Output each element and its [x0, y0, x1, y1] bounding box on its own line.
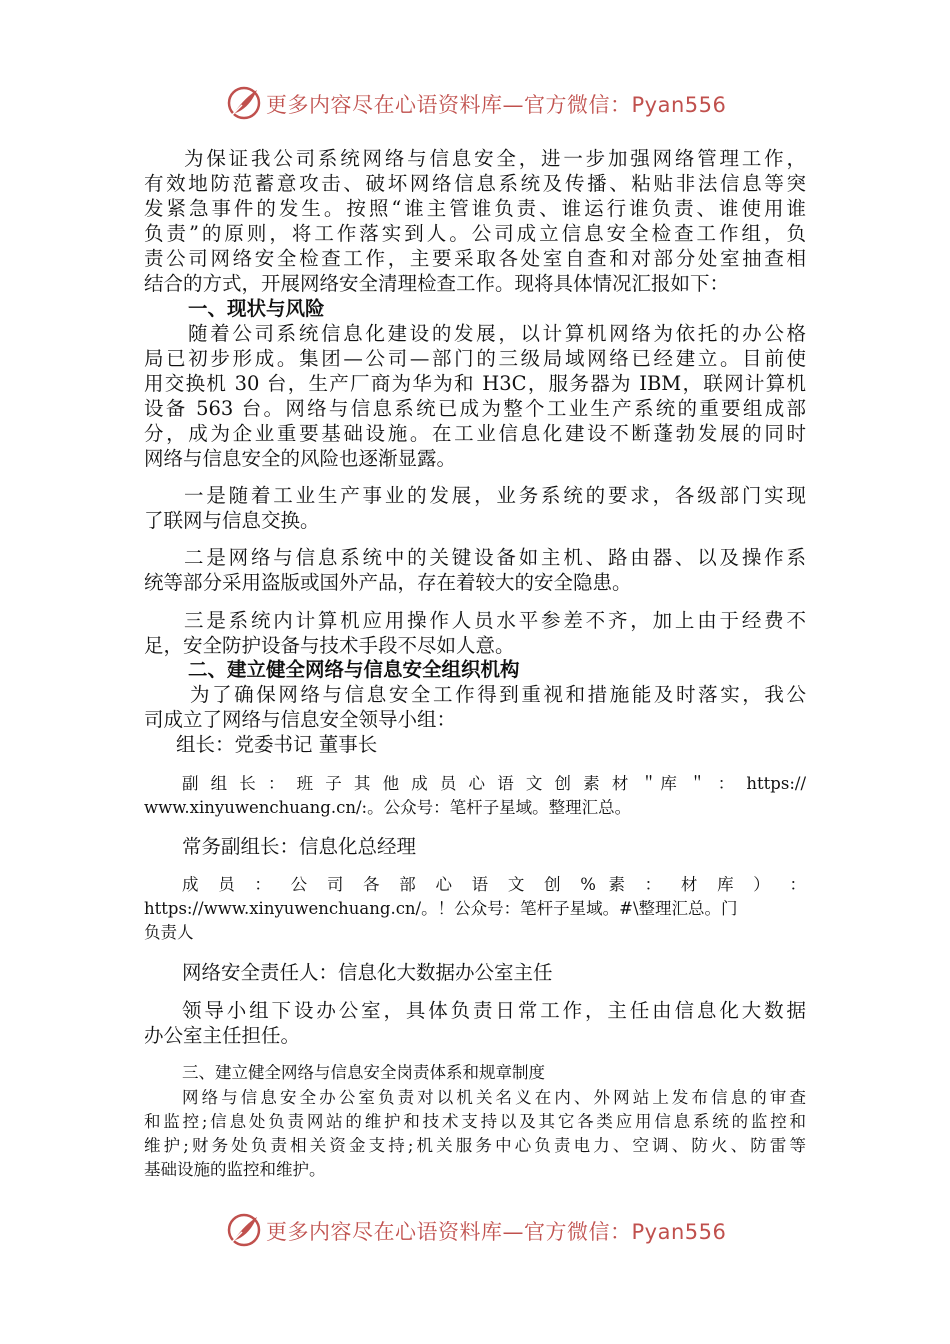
text-line: 二是网络与信息系统中的关键设备如主机、路由器、以及操作系: [184, 546, 806, 569]
text-line: 基础设施的监控和维护。: [144, 1160, 326, 1179]
text-line: 负责”的原则，将工作落实到人。公司成立信息安全检查工作组，负: [144, 222, 806, 245]
exec-deputy-line: 常务副组长：信息化总经理: [182, 835, 417, 858]
text-line: 为了确保网络与信息安全工作得到重视和措施能及时落实，我公: [190, 683, 806, 706]
section-heading: 一、现状与风险: [188, 297, 325, 320]
text-line: 副 组 长 ： 班 子 其 他 成 员 心 语 文 创 素 材 ＂库 ＂ ： https://: [182, 774, 806, 793]
text-line: 用交换机 30 台，生产厂商为华为和 H3C，服务器为 IBM，联网计算机: [144, 372, 806, 395]
text-line: 领导小组下设办公室，具体负责日常工作，主任由信息化大数据: [182, 999, 806, 1022]
status-paragraph: [144, 321, 806, 471]
text-line: 和监控;信息处负责网站的维护和技术支持以及其它各类应用信息系统的监控和: [144, 1112, 806, 1131]
text-line: 统等部分采用盗版或国外产品，存在着较大的安全隐患。: [144, 571, 632, 594]
text-line: www.xinyuwenchuang.cn/:。公众号：笔杆子星域。整理汇总。: [144, 798, 632, 817]
text-line: 网络与信息安全的风险也逐渐显露。: [144, 447, 457, 470]
banner-text: 更多内容尽在心语资料库—官方微信：Pyan556: [266, 1220, 727, 1244]
text-line: https://www.xinyuwenchuang.cn/。！公众号：笔杆子星域。#\整理汇总。门: [144, 899, 738, 918]
duties-paragraph: [144, 1086, 806, 1182]
section-heading: 二、建立健全网络与信息安全组织机构: [188, 658, 520, 681]
text-line: 办公室主任担任。: [144, 1024, 301, 1047]
text-line: 成 员 ： 公 司 各 部 心 语 文 创 % 素 ： 材 库 ） ：: [182, 875, 806, 894]
feather-pen-logo-icon: [226, 1212, 262, 1248]
text-line: 局已初步形成。集团—公司—部门的三级局域网络已经建立。目前使: [144, 347, 806, 370]
text-line: 分，成为企业重要基础设施。在工业信息化建设不断蓬勃发展的同时: [144, 422, 806, 445]
org-paragraph: [144, 682, 806, 732]
header-banner: [0, 83, 950, 123]
text-line: 三是系统内计算机应用操作人员水平参差不齐，加上由于经费不: [184, 609, 806, 632]
banner-text: 更多内容尽在心语资料库—官方微信：Pyan556: [266, 93, 727, 117]
text-line: 足，安全防护设备与技术手段不尽如人意。: [144, 634, 515, 657]
feather-pen-logo-icon: [226, 85, 262, 121]
security-officer-line: 网络安全责任人：信息化大数据办公室主任: [182, 961, 553, 984]
footer-banner: [0, 1210, 950, 1250]
members-paragraph: [144, 873, 806, 945]
risk-paragraph: [144, 483, 806, 533]
section-heading: 三、建立健全网络与信息安全岗责体系和规章制度: [182, 1063, 545, 1082]
text-line: 发紧急事件的发生。按照“谁主管谁负责、谁运行谁负责、谁使用谁: [144, 197, 806, 220]
leader-line: 组长：党委书记 董事长: [176, 733, 378, 756]
text-line: 责公司网络安全检查工作，主要采取各处室自查和对部分处室抽查相: [144, 247, 806, 270]
text-line: 维护;财务处负责相关资金支持;机关服务中心负责电力、空调、防火、防雷等: [144, 1136, 806, 1155]
text-line: 司成立了网络与信息安全领导小组：: [144, 708, 457, 731]
text-line: 了联网与信息交换。: [144, 509, 320, 532]
text-line: 负责人: [144, 923, 194, 942]
text-line: 结合的方式，开展网络安全清理检查工作。现将具体情况汇报如下：: [144, 272, 730, 295]
intro-paragraph: [144, 146, 806, 296]
text-line: 有效地防范蓄意攻击、破坏网络信息系统及传播、粘贴非法信息等突: [144, 172, 806, 195]
risk-paragraph: [144, 608, 806, 658]
risk-paragraph: [144, 545, 806, 595]
text-line: 随着公司系统信息化建设的发展，以计算机网络为依托的办公格: [188, 322, 806, 345]
text-line: 为保证我公司系统网络与信息安全，进一步加强网络管理工作，: [184, 147, 806, 170]
text-line: 网络与信息安全办公室负责对以机关名义在内、外网站上发布信息的审查: [182, 1088, 806, 1107]
text-line: 设备 563 台。网络与信息系统已成为整个工业生产系统的重要组成部: [144, 397, 806, 420]
text-line: 一是随着工业生产事业的发展，业务系统的要求，各级部门实现: [184, 484, 806, 507]
deputy-paragraph: [144, 772, 806, 820]
office-paragraph: [144, 998, 806, 1048]
